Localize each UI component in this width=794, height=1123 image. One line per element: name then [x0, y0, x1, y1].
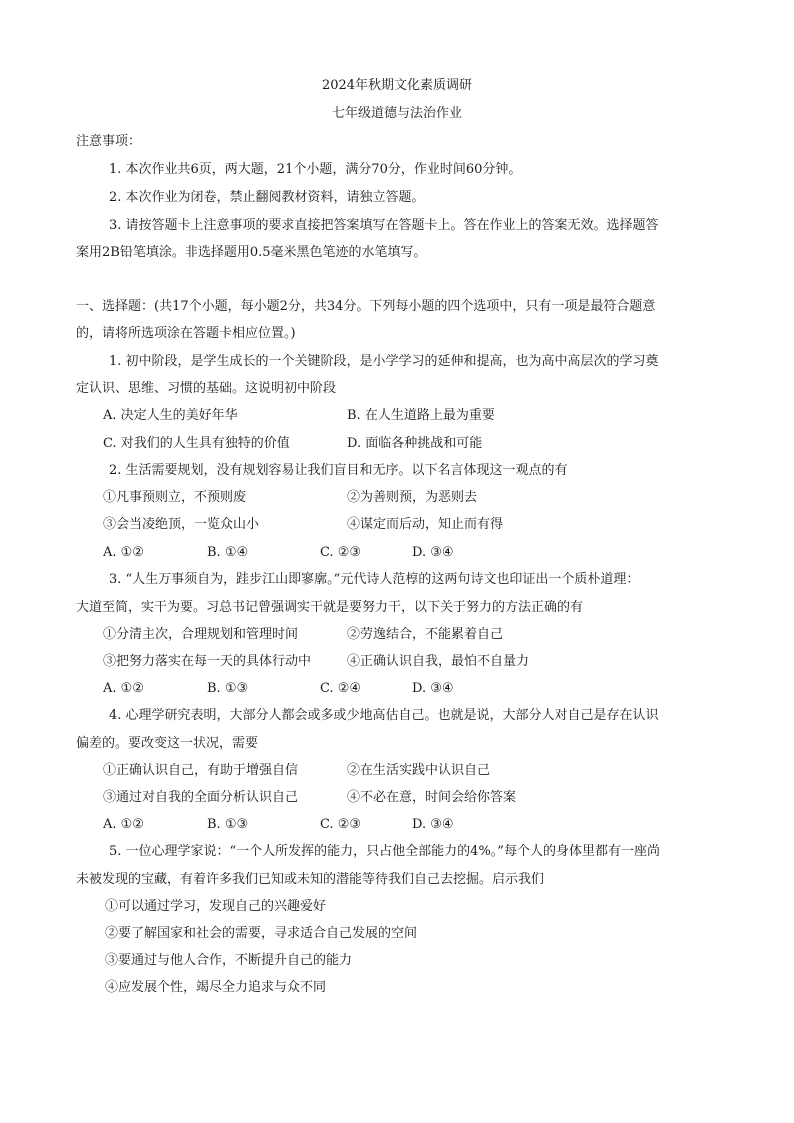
choice-d: D. ③④ [412, 817, 454, 832]
question-5-stem-line-1: 5. 一位心理学家说：“一个人所发挥的能力，只占他全部能力的4%。”每个人的身体里都有一座尚 [109, 844, 660, 859]
choice-a: A. ①② [103, 817, 144, 832]
option-d: D. 面临各种挑战和可能 [347, 436, 483, 451]
statement-3: ③通过对自我的全面分析认识自己 [103, 790, 299, 805]
page-subtitle: 七年级道德与法治作业 [331, 106, 462, 121]
choice-b: B. ①③ [207, 681, 249, 696]
page-title: 2024年秋期文化素质调研 [321, 78, 473, 93]
question-2-stem: 2. 生活需要规划，没有规划容易让我们盲目和无序。以下名言体现这一观点的有 [109, 463, 568, 478]
question-3-stem-line-1: 3. “人生万事须自为，跬步江山即寥廓。”元代诗人范椁的这两句诗文也印证出一个质朴道理： [109, 572, 640, 587]
choice-b: B. ①④ [207, 545, 249, 560]
choice-a: A. ①② [103, 545, 144, 560]
question-1-stem-line-2: 定认识、思维、习惯的基础。这说明初中阶段 [76, 381, 337, 396]
option-a: A. 决定人生的美好年华 [103, 408, 238, 423]
notice-item-1: 1. 本次作业共6页，两大题，21个小题，满分70分，作业时间60分钟。 [109, 162, 522, 177]
question-3-choices [103, 681, 503, 697]
question-4-stem-line-1: 4. 心理学研究表明，大部分人都会或多或少地高估自己。也就是说，大部分人对自己是存在认识 [109, 708, 659, 723]
statement-2: ②劳逸结合，不能累着自己 [347, 627, 504, 642]
question-5-stem-line-2: 未被发现的宝藏，有着许多我们已知或未知的潜能等待我们自己去挖掘。启示我们 [76, 872, 545, 887]
question-2-choices [103, 545, 503, 561]
choice-c: C. ②③ [320, 545, 362, 560]
question-3-statements-row-1 [103, 627, 723, 643]
choice-d: D. ③④ [412, 545, 454, 560]
question-4-statements-row-2 [103, 790, 723, 806]
statement-4: ④谋定而后动，知止而有得 [347, 517, 504, 532]
choice-a: A. ①② [103, 681, 144, 696]
option-c: C. 对我们的人生具有独特的价值 [103, 436, 290, 451]
section-1-instruction-line-1: 一、选择题：(共17个小题，每小题2分，共34分。下列每小题的四个选项中，只有一项是最符合题意 [76, 299, 656, 314]
question-3-stem-line-2: 大道至简，实干为要。习总书记曾强调实干就是要努力干，以下关于努力的方法正确的有 [76, 600, 584, 615]
choice-d: D. ③④ [412, 681, 454, 696]
question-3-statements-row-2 [103, 654, 723, 670]
question-2-statements-row-2 [103, 517, 723, 533]
choice-c: C. ②④ [320, 681, 362, 696]
question-1-stem-line-1: 1. 初中阶段，是学生成长的一个关键阶段，是小学学习的延伸和提高，也为高中高层次的学习奠 [109, 354, 659, 369]
question-5-statement-3: ③要通过与他人合作，不断提升自己的能力 [105, 953, 353, 968]
question-5-statement-4: ④应发展个性，竭尽全力追求与众不同 [105, 980, 327, 995]
question-4-choices [103, 817, 503, 833]
question-4-stem-line-2: 偏差的。要改变这一状况，需要 [76, 736, 259, 751]
statement-4: ④正确认识自我，最怕不自量力 [347, 654, 530, 669]
option-b: B. 在人生道路上最为重要 [347, 408, 495, 423]
notice-heading: 注意事项： [76, 134, 142, 149]
statement-1: ①分清主次，合理规划和管理时间 [103, 627, 299, 642]
statement-1: ①正确认识自己，有助于增强自信 [103, 763, 299, 778]
statement-3: ③会当凌绝顶，一览众山小 [103, 517, 260, 532]
notice-item-3-line-2: 案用2B铅笔填涂。非选择题用0.5毫米黑色笔迹的水笔填写。 [76, 245, 427, 260]
statement-2: ②为善则预，为恶则去 [347, 490, 478, 505]
notice-item-2: 2. 本次作业为闭卷，禁止翻阅教材资料，请独立答题。 [109, 190, 425, 205]
choice-b: B. ①③ [207, 817, 249, 832]
section-1-instruction-line-2: 的，请将所选项涂在答题卡相应位置。) [76, 326, 296, 341]
question-4-statements-row-1 [103, 763, 723, 779]
question-1-options-row-1 [103, 408, 723, 424]
statement-1: ①凡事预则立，不预则废 [103, 490, 247, 505]
notice-item-3-line-1: 3. 请按答题卡上注意事项的要求直接把答案填写在答题卡上。答在作业上的答案无效。选择题答 [109, 218, 659, 233]
question-1-options-row-2 [103, 436, 723, 452]
statement-4: ④不必在意，时间会给你答案 [347, 790, 517, 805]
choice-c: C. ②③ [320, 817, 362, 832]
statement-2: ②在生活实践中认识自己 [347, 763, 491, 778]
statement-3: ③把努力落实在每一天的具体行动中 [103, 654, 312, 669]
question-2-statements-row-1 [103, 490, 723, 506]
question-5-statement-2: ②要了解国家和社会的需要，寻求适合自己发展的空间 [105, 926, 418, 941]
question-5-statement-1: ①可以通过学习，发现自己的兴趣爱好 [105, 899, 327, 914]
